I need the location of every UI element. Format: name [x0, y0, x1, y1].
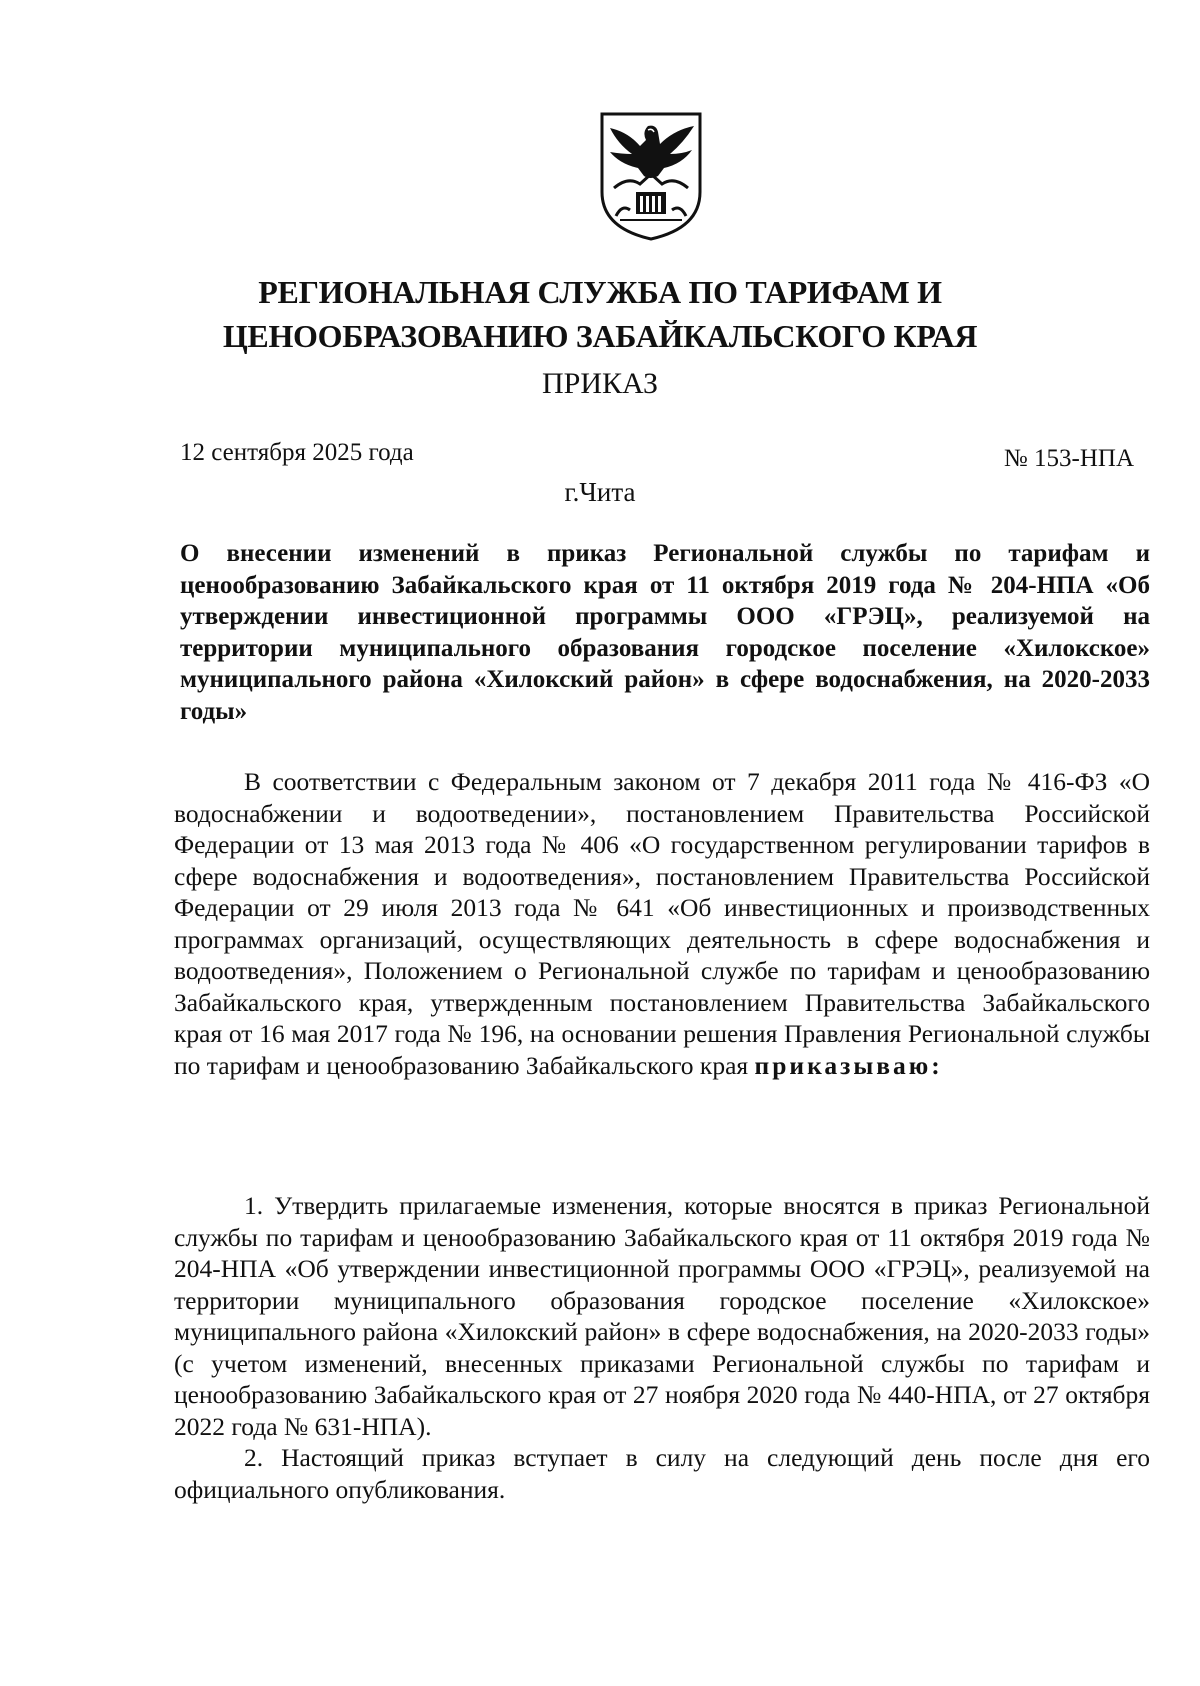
- document-type: ПРИКАЗ: [542, 367, 658, 400]
- organization-title-line-1: РЕГИОНАЛЬНАЯ СЛУЖБА ПО ТАРИФАМ И: [258, 274, 942, 310]
- order-items: [174, 1190, 1150, 1505]
- preamble-text: В соответствии с Федеральным законом от 7 декабря 2011 года № 416-ФЗ «О водоснабжении и водоотведении», постановлением Правительства Российской Федерации от 13 мая 2013 года № 406 «О государственном регулировании тарифов в сфере водоснабжения и водоотведения», постановлением Правительства Российской Федерации от 29 июля 2013 года № 641 «Об инвестиционных и производственных программах организаций, осуществляющих деятельность в сфере водоснабжения и водоотведения», Положением о Региональной службе по тарифам и ценообразованию Забайкальского края, утвержденным постановлением Правительства Забайкальского края от 16 мая 2017 года № 196, на основании решения Правления Региональной службы по тарифам и ценообразованию Забайкальского края: [174, 767, 1150, 1080]
- document-date: 12 сентября 2025 года: [180, 439, 414, 466]
- order-item-1: 1. Утвердить прилагаемые изменения, которые вносятся в приказ Региональной службы по тарифам и ценообразованию Забайкальского края от 11 октября 2019 года № 204-НПА «Об утверждении инвестиционной программы ООО «ГРЭЦ», реализуемой на территории муниципального образования городское поселение «Хилокское» муниципального района «Хилокский район» в сфере водоснабжения, на 2020-2033 годы» (с учетом изменений, внесенных приказами Региональной службы по тарифам и ценообразованию Забайкальского края от 27 ноября 2020 года № 440-НПА, от 27 октября 2022 года № 631-НПА).: [174, 1191, 1150, 1441]
- document-city: г.Чита: [564, 477, 636, 507]
- preamble-block: [174, 766, 1150, 1081]
- document-number: № 153-НПА: [1003, 445, 1134, 472]
- coat-of-arms-icon: [598, 110, 704, 242]
- order-command: приказываю:: [754, 1050, 943, 1080]
- organization-title-line-2: ЦЕНООБРАЗОВАНИЮ ЗАБАЙКАЛЬСКОГО КРАЯ: [222, 318, 978, 354]
- document-subject: О внесении изменений в приказ Региональной службы по тарифам и ценообразованию Забайкальского края от 11 октября 2019 года № 204-НПА «Об утверждении инвестиционной программы ООО «ГРЭЦ», реализуемой на территории муниципального образования городское поселение «Хилокское» муниципального района «Хилокский район» в сфере водоснабжения, на 2020-2033 годы»: [180, 540, 1150, 725]
- order-item-2: 2. Настоящий приказ вступает в силу на следующий день после дня его официального опубликования.: [174, 1443, 1150, 1504]
- preamble-paragraph: [174, 766, 1150, 1081]
- organization-title: [0, 270, 1200, 358]
